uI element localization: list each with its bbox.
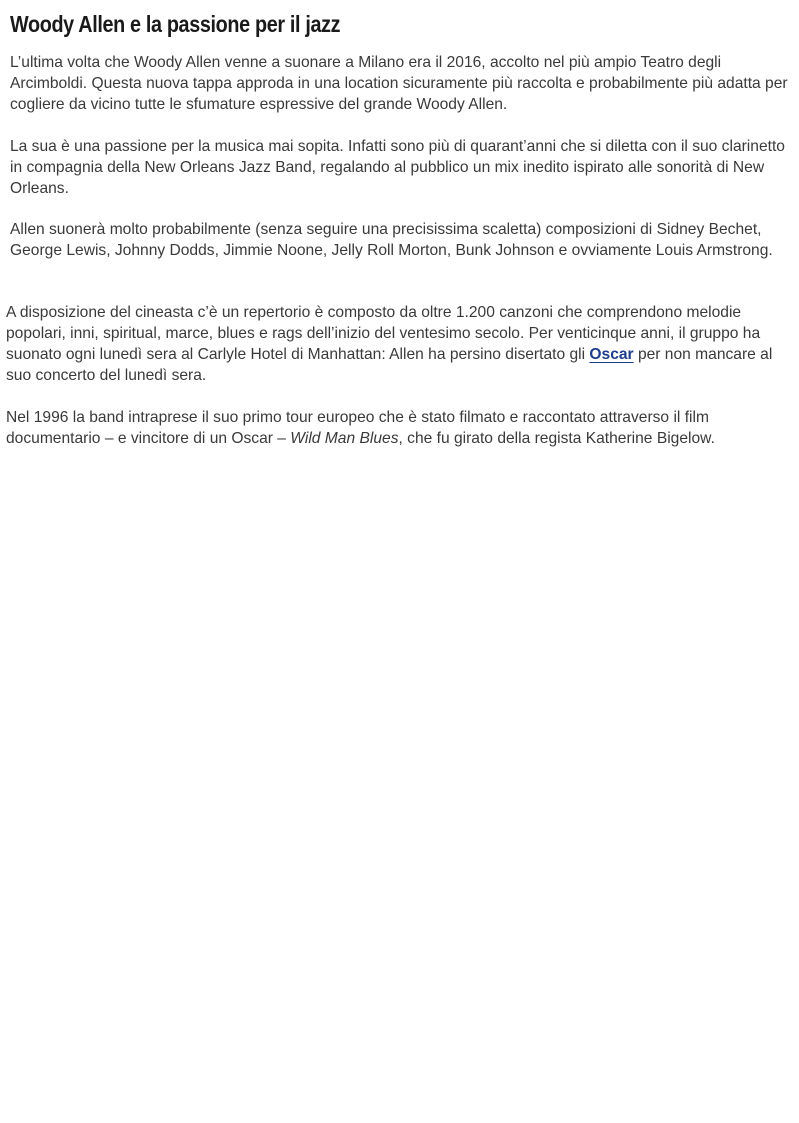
paragraph-composizioni: Allen suonerà molto probabilmente (senza seguire una precisissima scaletta) composizioni di Sidney Bechet, George Lewis, Johnny Dodds, Jimmie Noone, Jelly Roll Morton, Bunk Johnson e ovviamente Louis Armstrong. xyxy=(10,221,773,259)
paragraph-tour-europeo xyxy=(6,407,796,449)
paragraph-tour-text-start: Nel 1996 la band intraprese il suo primo tour europeo che è stato filmato e raccontato attraverso il film documentario – e vincitore di un Oscar – xyxy=(6,409,709,447)
paragraph-repertorio-text-end: per non mancare al suo concerto del lunedì sera. xyxy=(6,346,773,384)
oscar-link[interactable]: Oscar xyxy=(589,346,634,363)
paragraph-repertorio xyxy=(6,302,796,386)
paragraph-repertorio-text-start: A disposizione del cineasta c’è un repertorio è composto da oltre 1.200 canzoni che comprendono melodie popolari, inni, spiritual, marce, blues e rags dell’inizio del ventesimo secolo. Per venticinque anni, il gruppo ha suonato ogni lunedì sera al Carlyle Hotel di Manhattan: Allen ha persino disertato gli xyxy=(6,304,761,363)
article-headline: Woody Allen e la passione per il jazz xyxy=(10,11,341,37)
paragraph-passione-musica: La sua è una passione per la musica mai sopita. Infatti sono più di quarant’anni che si diletta con il suo clarinetto in compagnia della New Orleans Jazz Band, regalando al pubblico un mix inedito ispirato alle sonorità di New Orleans. xyxy=(10,138,785,197)
paragraph-tour-text-end: , che fu girato della regista Katherine Bigelow. xyxy=(398,430,715,447)
paragraph-milano-2016: L’ultima volta che Woody Allen venne a suonare a Milano era il 2016, accolto nel più ampio Teatro degli Arcimboldi. Questa nuova tappa approda in una location sicuramente più raccolta e probabilmente più adatta per cogliere da vicino tutte le sfumature espressive del grande Woody Allen. xyxy=(10,54,788,113)
film-title: Wild Man Blues xyxy=(290,430,399,447)
